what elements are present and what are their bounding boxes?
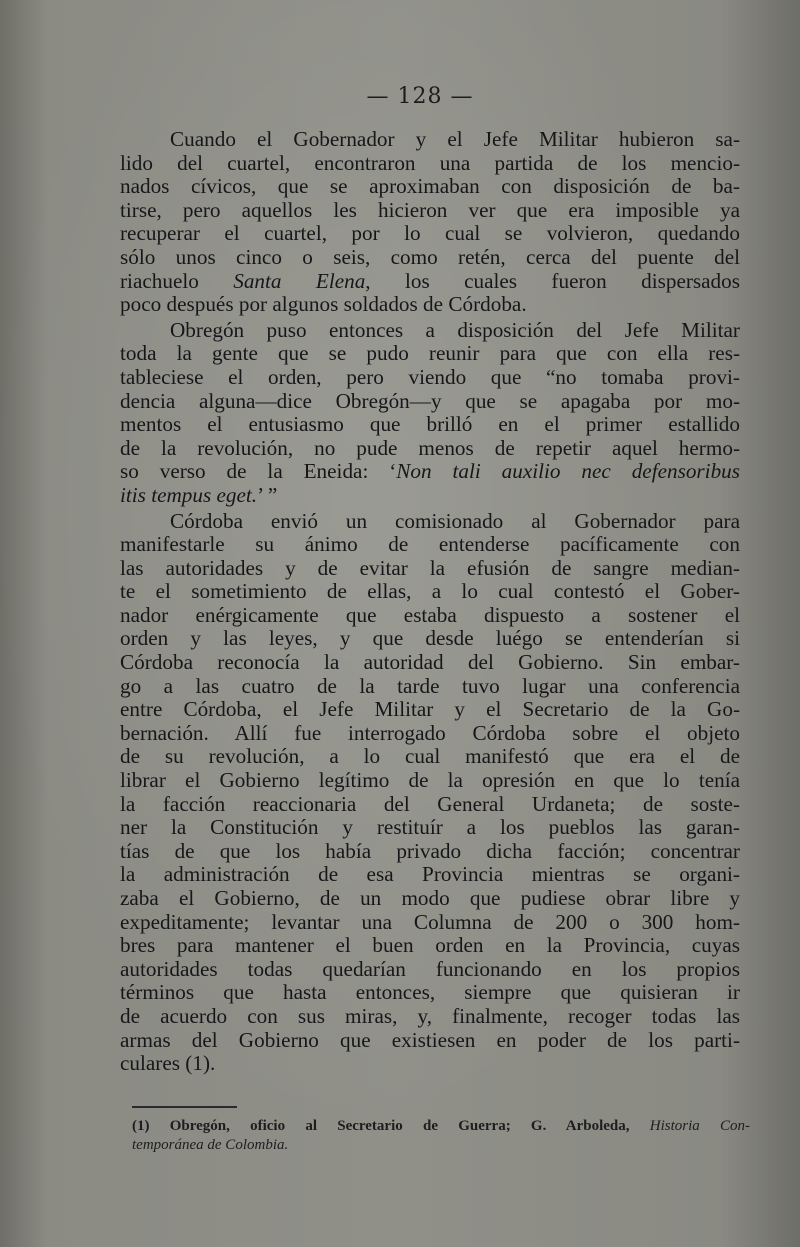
text-line: tableciese el orden, pero viendo que “no tomaba provi-: [120, 365, 740, 389]
text-line: armas del Gobierno que existiesen en poder de los parti-: [120, 1028, 740, 1052]
text-line: go a las cuatro de la tarde tuvo lugar una conferencia: [120, 674, 740, 698]
text-line: la administración de esa Provincia mientras se organi-: [120, 863, 740, 887]
text-line: ner la Constitución y restituír a los pueblos las garan-: [120, 816, 740, 840]
paragraph-1: [120, 128, 740, 317]
text-line: tías de que los había privado dicha facción; concentrar: [120, 839, 740, 863]
text-line: las autoridades y de evitar la efusión de sangre median-: [120, 556, 740, 580]
text-line: riachuelo Santa Elena, los cuales fueron dispersados: [120, 269, 740, 293]
footnote: [132, 1117, 750, 1155]
text-line: orden y las leyes, y que desde luégo se entenderían si: [120, 627, 740, 651]
text-line: culares (1).: [120, 1052, 216, 1076]
text-line: nados cívicos, que se aproximaban con disposición de ba-: [120, 175, 740, 199]
text-line: lido del cuartel, encontraron una partida de los mencio-: [120, 151, 740, 175]
footnote-citation: (1) Obregón, oficio al Secretario de Guerra; G. Arboleda,: [132, 1118, 630, 1134]
text-line: librar el Gobierno legítimo de la opresión en que lo tenía: [120, 769, 740, 793]
footnote-title-end: temporánea de Colombia.: [132, 1137, 289, 1153]
text-line: la facción reaccionaria del General Urdaneta; de soste-: [120, 792, 740, 816]
page-number: — 128 —: [366, 84, 474, 109]
text-line: manifestarle su ánimo de entenderse pacíficamente con: [120, 533, 740, 557]
footnote-divider: [132, 1106, 237, 1108]
text-line: de su revolución, a lo cual manifestó que era el de: [120, 745, 740, 769]
text-line: tirse, pero aquellos les hicieron ver que era imposible ya: [120, 198, 740, 222]
text-line: bres para mantener el buen orden en la Provincia, cuyas: [120, 934, 740, 958]
text-line: nador enérgicamente que estaba dispuesto a sostener el: [120, 603, 740, 627]
text-line: de la revolución, no pude menos de repetir aquel hermo-: [120, 436, 740, 460]
italic-phrase: itis tempus eget.: [120, 483, 258, 507]
paragraph-2: [120, 319, 740, 508]
italic-phrase: Non tali auxilio nec defensoribus: [396, 460, 740, 484]
text-line: itis tempus eget.’ ”: [120, 483, 278, 507]
text-line: so verso de la Eneida: ‘Non tali auxilio nec defensoribus: [120, 460, 740, 484]
text-line: Córdoba envió un comisionado al Gobernador para: [170, 509, 740, 533]
text-line: sólo unos cinco o seis, como retén, cerca del puente del: [120, 245, 740, 269]
text-line: términos que hasta entonces, siempre que quisieran ir: [120, 981, 740, 1005]
text-line: de acuerdo con sus miras, y, finalmente, recoger todas las: [120, 1004, 740, 1028]
text-line: entre Córdoba, el Jefe Militar y el Secretario de la Go-: [120, 698, 740, 722]
text-line: expeditamente; levantar una Columna de 200 o 300 hom-: [120, 910, 740, 934]
text-line: Cuando el Gobernador y el Jefe Militar hubieron sa-: [170, 128, 740, 151]
text-line: te el sometimiento de ellas, a lo cual contestó el Gober-: [120, 580, 740, 604]
paragraph-3: [120, 510, 740, 1076]
text-line: Córdoba reconocía la autoridad del Gobierno. Sin embar-: [120, 651, 740, 675]
text-line: autoridades todas quedarían funcionando en los propios: [120, 957, 740, 981]
text-line: recuperar el cuartel, por lo cual se volvieron, quedando: [120, 222, 740, 246]
text-line: bernación. Allí fue interrogado Córdoba sobre el objeto: [120, 721, 740, 745]
text-line: poco después por algunos soldados de Córdoba.: [120, 293, 527, 317]
italic-phrase: Santa Elena: [233, 269, 366, 293]
footnote-title-start: Historia Con-: [649, 1118, 750, 1134]
text-line: toda la gente que se pudo reunir para que con ella res-: [120, 342, 740, 366]
text-line: zaba el Gobierno, de un modo que pudiese obrar libre y: [120, 887, 740, 910]
footnote-line-2: [132, 1136, 750, 1155]
footnote-line-1: [132, 1117, 750, 1136]
text-line: Obregón puso entonces a disposición del Jefe Militar: [170, 318, 740, 342]
text-line: mentos el entusiasmo que brilló en el primer estallido: [120, 413, 740, 437]
text-line: dencia alguna—dice Obregón—y que se apagaba por mo-: [120, 389, 740, 413]
body-text: [120, 128, 740, 1076]
